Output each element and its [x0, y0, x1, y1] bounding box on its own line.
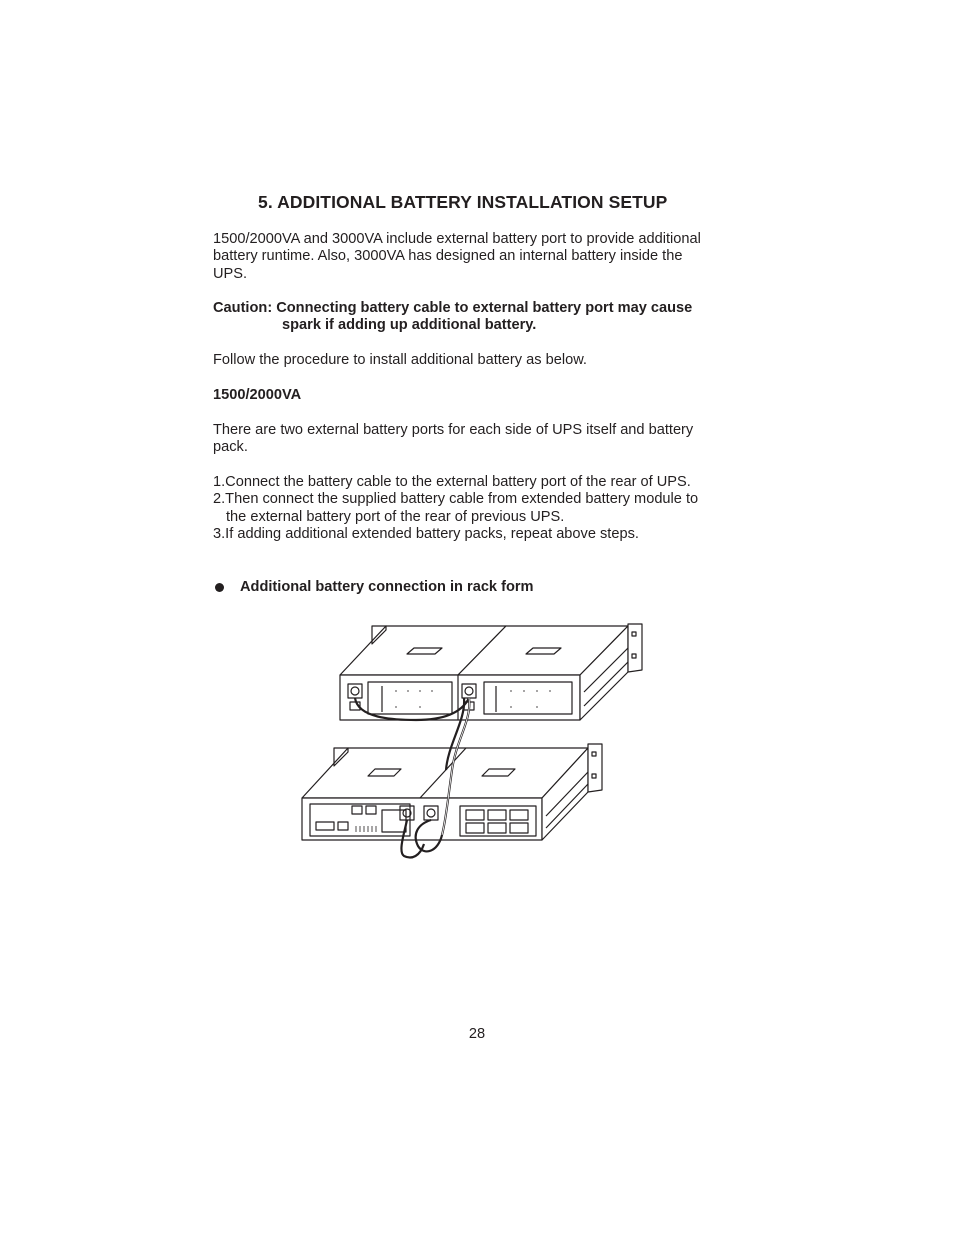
caution-note: [213, 300, 753, 335]
intro-line-3: UPS.: [213, 265, 248, 282]
ports-line-1: There are two external battery ports for each side of UPS itself and battery: [213, 422, 694, 438]
intro-line-1: 1500/2000VA and 3000VA include external battery port to provide additional: [213, 231, 701, 247]
step-2-line-2: the external battery port of the rear of previous UPS.: [226, 508, 565, 525]
steps-list: [213, 474, 753, 544]
bullet-dot-icon: [215, 583, 224, 592]
ports-description: [213, 422, 753, 457]
section-heading: 5. ADDITIONAL BATTERY INSTALLATION SETUP: [258, 192, 668, 212]
intro-line-2: battery runtime. Also, 3000VA has designed an internal battery inside the: [213, 248, 683, 265]
rack-battery-connection-illustration: [296, 620, 650, 860]
model-subheading: 1500/2000VA: [213, 387, 302, 403]
procedure-intro: Follow the procedure to install additional battery as below.: [213, 352, 587, 368]
battery-pack-unit: [340, 624, 642, 720]
step-2-line-1: 2.Then connect the supplied battery cable from extended battery module to: [213, 491, 699, 508]
page-number: 28: [468, 1026, 486, 1042]
ports-line-2: pack.: [213, 439, 248, 456]
step-3: 3.If adding additional extended battery packs, repeat above steps.: [213, 526, 639, 543]
ups-unit: [302, 744, 602, 840]
step-1: 1.Connect the battery cable to the external battery port of the rear of UPS.: [213, 474, 691, 490]
bullet-label: Additional battery connection in rack form: [240, 579, 534, 595]
caution-line-1: Caution: Connecting battery cable to external battery port may cause: [213, 300, 693, 316]
intro-paragraph: [213, 231, 753, 283]
caution-line-2: spark if adding up additional battery.: [282, 317, 537, 334]
